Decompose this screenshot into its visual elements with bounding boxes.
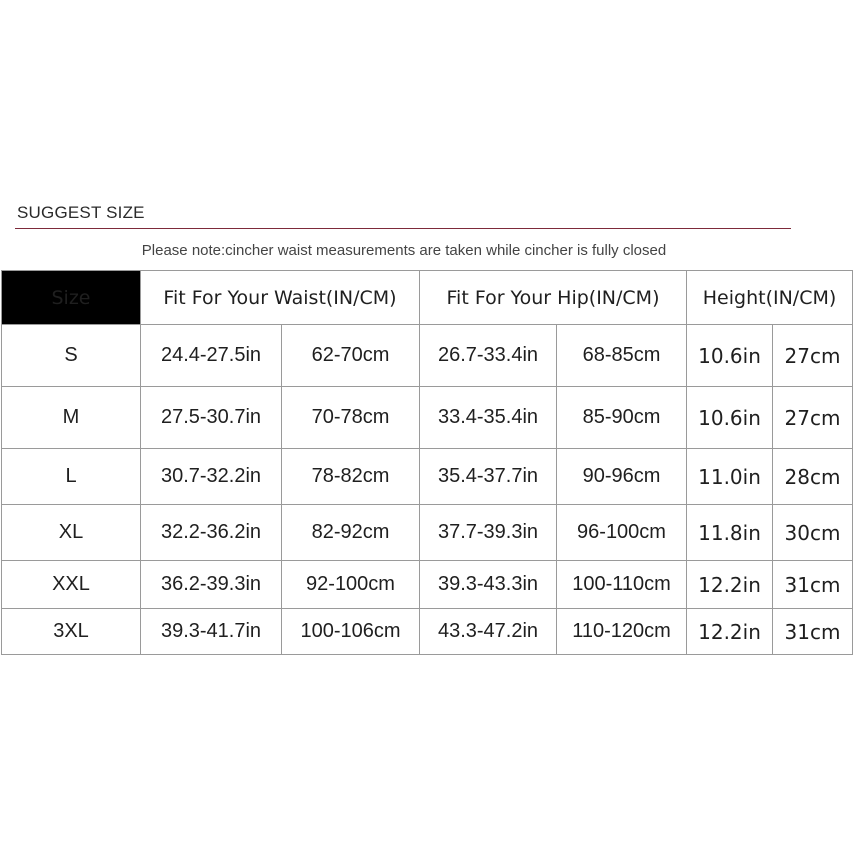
height-cm-cell: 30cm xyxy=(773,505,853,561)
height-in-cell: 12.2in xyxy=(687,561,773,609)
waist-in-cell: 27.5-30.7in xyxy=(141,387,282,449)
size-label: M xyxy=(2,387,141,449)
hip-cm-cell: 85-90cm xyxy=(557,387,687,449)
height-cm-cell: 31cm xyxy=(773,561,853,609)
hip-in-cell: 35.4-37.7in xyxy=(420,449,557,505)
table-row xyxy=(2,561,853,609)
hip-in-cell: 43.3-47.2in xyxy=(420,609,557,655)
hip-in-cell: 39.3-43.3in xyxy=(420,561,557,609)
size-label: S xyxy=(2,325,141,387)
hip-in-cell: 33.4-35.4in xyxy=(420,387,557,449)
hip-cm-cell: 96-100cm xyxy=(557,505,687,561)
table-row xyxy=(2,387,853,449)
hip-cm-cell: 100-110cm xyxy=(557,561,687,609)
hip-cm-cell: 90-96cm xyxy=(557,449,687,505)
table-row xyxy=(2,609,853,655)
waist-in-cell: 32.2-36.2in xyxy=(141,505,282,561)
height-in-cell: 11.0in xyxy=(687,449,773,505)
header-hip: Fit For Your Hip(IN/CM) xyxy=(420,271,687,325)
height-cm-cell: 27cm xyxy=(773,387,853,449)
heading-divider xyxy=(15,228,791,229)
hip-cm-cell: 68-85cm xyxy=(557,325,687,387)
height-in-cell: 10.6in xyxy=(687,325,773,387)
waist-in-cell: 39.3-41.7in xyxy=(141,609,282,655)
waist-cm-cell: 78-82cm xyxy=(282,449,420,505)
size-label: XL xyxy=(2,505,141,561)
waist-in-cell: 36.2-39.3in xyxy=(141,561,282,609)
height-in-cell: 10.6in xyxy=(687,387,773,449)
height-in-cell: 11.8in xyxy=(687,505,773,561)
height-cm-cell: 28cm xyxy=(773,449,853,505)
waist-cm-cell: 70-78cm xyxy=(282,387,420,449)
waist-in-cell: 24.4-27.5in xyxy=(141,325,282,387)
waist-cm-cell: 82-92cm xyxy=(282,505,420,561)
hip-in-cell: 37.7-39.3in xyxy=(420,505,557,561)
size-label: L xyxy=(2,449,141,505)
header-height: Height(IN/CM) xyxy=(687,271,853,325)
hip-in-cell: 26.7-33.4in xyxy=(420,325,557,387)
section-heading: SUGGEST SIZE xyxy=(17,203,145,222)
table-row xyxy=(2,325,853,387)
waist-cm-cell: 92-100cm xyxy=(282,561,420,609)
header-waist: Fit For Your Waist(IN/CM) xyxy=(141,271,420,325)
height-in-cell: 12.2in xyxy=(687,609,773,655)
header-size: Size xyxy=(2,271,141,325)
waist-in-cell: 30.7-32.2in xyxy=(141,449,282,505)
measurement-note: Please note:cincher waist measurements are taken while cincher is fully closed xyxy=(141,242,667,259)
size-chart-table xyxy=(1,270,853,655)
table-row xyxy=(2,505,853,561)
hip-cm-cell: 110-120cm xyxy=(557,609,687,655)
height-cm-cell: 31cm xyxy=(773,609,853,655)
waist-cm-cell: 100-106cm xyxy=(282,609,420,655)
size-label: XXL xyxy=(2,561,141,609)
table-header-row xyxy=(2,271,853,325)
height-cm-cell: 27cm xyxy=(773,325,853,387)
waist-cm-cell: 62-70cm xyxy=(282,325,420,387)
table-row xyxy=(2,449,853,505)
size-label: 3XL xyxy=(2,609,141,655)
